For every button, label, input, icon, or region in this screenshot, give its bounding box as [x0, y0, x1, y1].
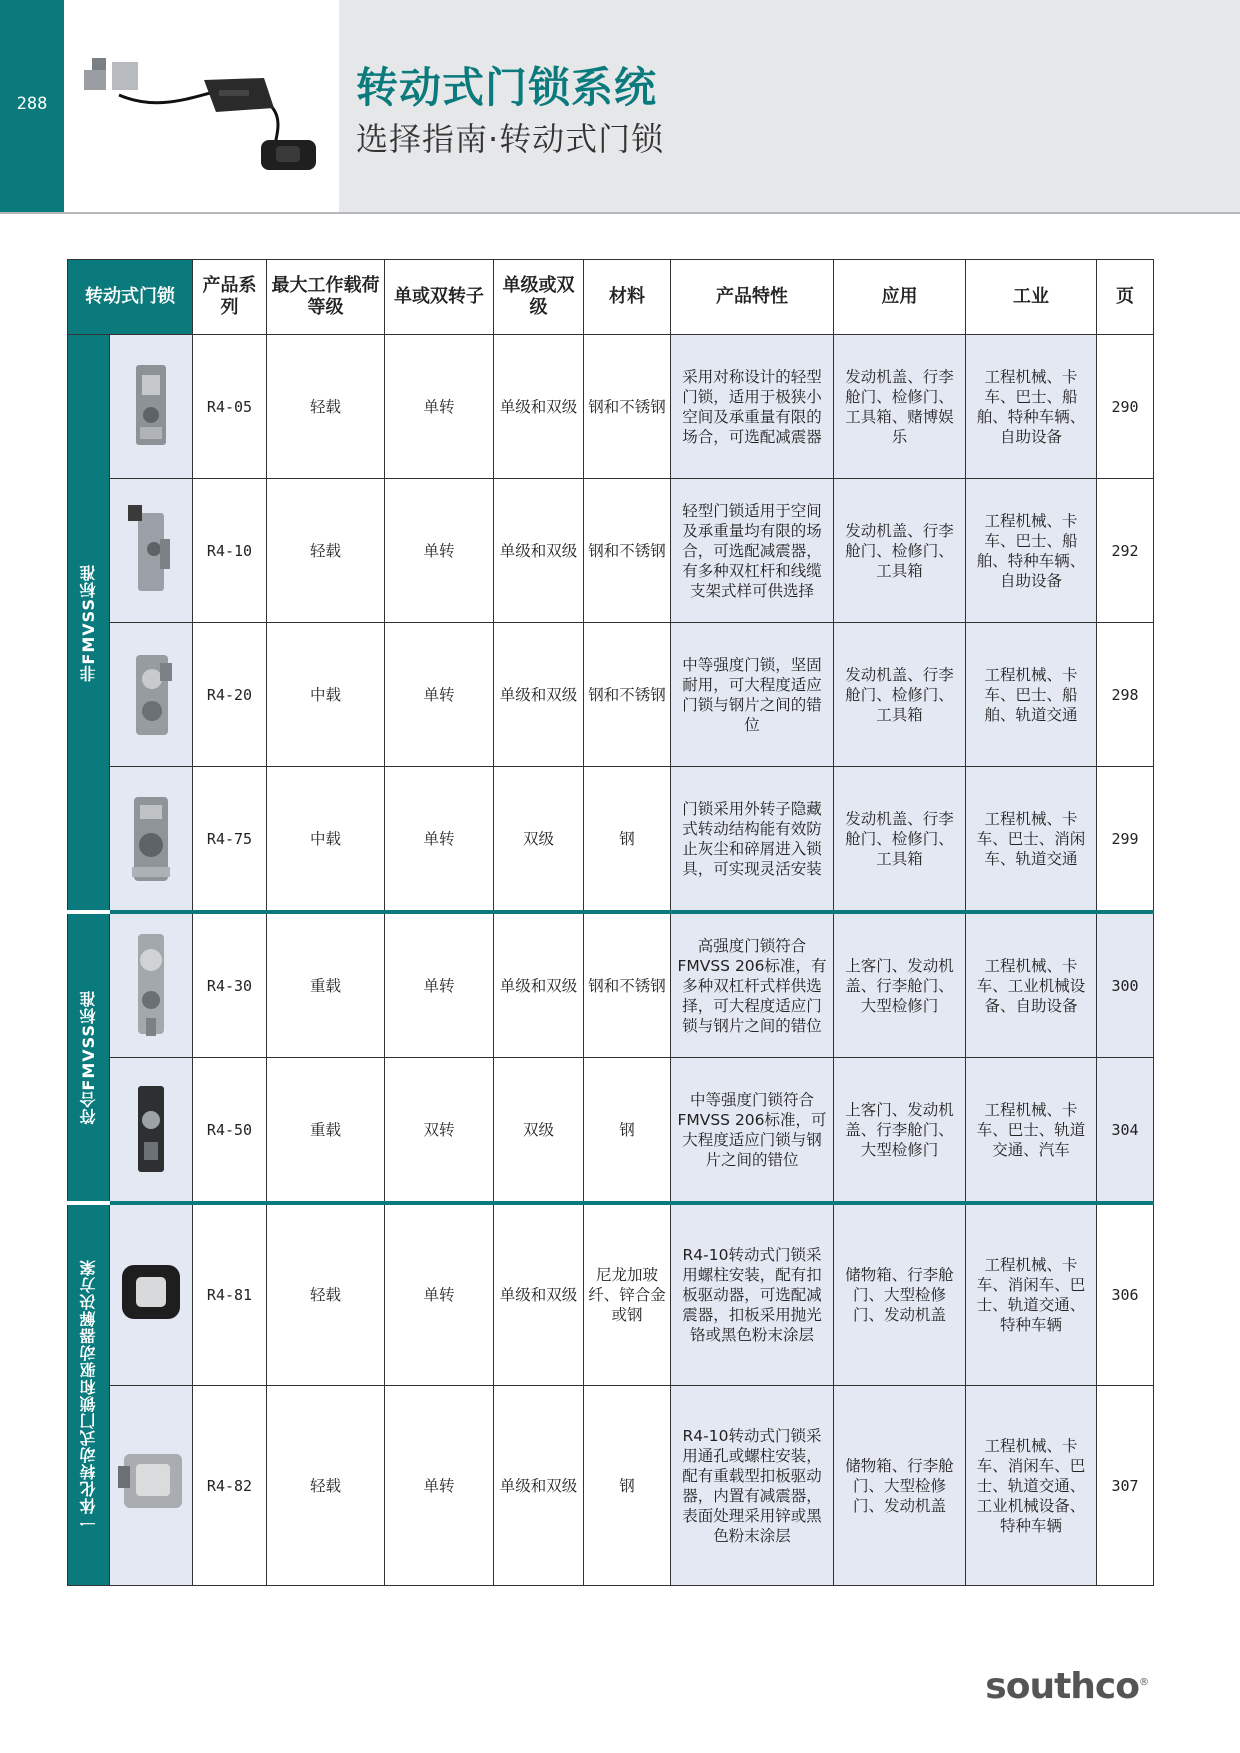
- cell-page: 306: [1097, 1203, 1154, 1386]
- cell-stage: 双级: [494, 767, 584, 913]
- cell-load: 重载: [267, 1058, 385, 1204]
- cell-stage: 单级和双级: [494, 1386, 584, 1586]
- cell-features: 中等强度门锁，坚固耐用，可大程度适应门锁与钢片之间的错位: [671, 623, 834, 767]
- cell-rotor: 单转: [385, 479, 494, 623]
- cell-industry: 工程机械、卡车、巴士、船舶、特种车辆、自助设备: [966, 335, 1097, 479]
- product-image-r4-30: [110, 912, 193, 1058]
- cell-features: R4-10转动式门锁采用螺柱安装，配有扣板驱动器，可选配减震器，扣板采用抛光铬或黑色粉末涂层: [671, 1203, 834, 1386]
- cell-application: 上客门、发动机盖、行李舱门、大型检修门: [834, 1058, 966, 1204]
- cell-page: 290: [1097, 335, 1154, 479]
- cell-industry: 工程机械、卡车、消闲车、巴士、轨道交通、特种车辆: [966, 1203, 1097, 1386]
- cell-stage: 单级和双级: [494, 479, 584, 623]
- header-corner: 转动式门锁: [68, 260, 193, 335]
- cell-features: 高强度门锁符合FMVSS 206标准，有多种双杠杆式样供选择，可大程度适应门锁与钢片之间的错位: [671, 912, 834, 1058]
- product-image-r4-05: [110, 335, 193, 479]
- cell-series: R4-81: [193, 1203, 267, 1386]
- cell-industry: 工程机械、卡车、工业机械设备、自助设备: [966, 912, 1097, 1058]
- cell-features: R4-10转动式门锁采用通孔或螺柱安装，配有重载型扣板驱动器，内置有减震器，表面处理采用锌或黑色粉末涂层: [671, 1386, 834, 1586]
- cell-load: 重载: [267, 912, 385, 1058]
- page-title: 转动式门锁系统: [356, 63, 658, 112]
- group-label-non-fmvss: 非FMVSS标准: [68, 335, 110, 913]
- cell-material: 钢和不锈钢: [584, 335, 671, 479]
- cell-page: 300: [1097, 912, 1154, 1058]
- group-label-fmvss: 符合FMVSS标准: [68, 912, 110, 1203]
- table-row: [68, 335, 1154, 479]
- header-features: 产品特性: [671, 260, 834, 335]
- cell-page: 298: [1097, 623, 1154, 767]
- cell-load: 中载: [267, 767, 385, 913]
- cell-stage: 单级和双级: [494, 1203, 584, 1386]
- page-header: [0, 0, 1240, 214]
- cell-series: R4-75: [193, 767, 267, 913]
- cell-load: 轻载: [267, 1386, 385, 1586]
- page-number: 288: [16, 94, 48, 114]
- cell-rotor: 双转: [385, 1058, 494, 1204]
- group-label-integrated: 一体化转动式门锁和驱动器解决方案: [68, 1203, 110, 1586]
- cell-series: R4-82: [193, 1386, 267, 1586]
- table-row: [68, 1058, 1154, 1204]
- product-image-r4-20: [110, 623, 193, 767]
- product-image-r4-10: [110, 479, 193, 623]
- selection-guide-table: [67, 259, 1154, 1586]
- header-industry: 工业: [966, 260, 1097, 335]
- cell-page: 292: [1097, 479, 1154, 623]
- cell-series: R4-50: [193, 1058, 267, 1204]
- cell-material: 钢: [584, 767, 671, 913]
- cell-material: 尼龙加玻纤、锌合金或钢: [584, 1203, 671, 1386]
- table-row: [68, 1386, 1154, 1586]
- cell-rotor: 单转: [385, 1386, 494, 1586]
- cell-material: 钢: [584, 1058, 671, 1204]
- cell-stage: 双级: [494, 1058, 584, 1204]
- header-product-image: [64, 0, 339, 212]
- southco-logo: southco®: [985, 1666, 1148, 1707]
- header-load: 最大工作载荷等级: [267, 260, 385, 335]
- cell-stage: 单级和双级: [494, 623, 584, 767]
- cell-industry: 工程机械、卡车、巴士、船舶、轨道交通: [966, 623, 1097, 767]
- cell-application: 储物箱、行李舱门、大型检修门、发动机盖: [834, 1386, 966, 1586]
- header-rotor: 单或双转子: [385, 260, 494, 335]
- cell-rotor: 单转: [385, 1203, 494, 1386]
- cell-material: 钢和不锈钢: [584, 623, 671, 767]
- cell-application: 发动机盖、行李舱门、检修门、工具箱: [834, 479, 966, 623]
- header-series: 产品系列: [193, 260, 267, 335]
- cell-series: R4-20: [193, 623, 267, 767]
- table-row: [68, 1203, 1154, 1386]
- cell-series: R4-30: [193, 912, 267, 1058]
- product-image-r4-82: [110, 1386, 193, 1586]
- cell-series: R4-05: [193, 335, 267, 479]
- header-page: 页: [1097, 260, 1154, 335]
- cell-rotor: 单转: [385, 335, 494, 479]
- cell-load: 轻载: [267, 1203, 385, 1386]
- cell-rotor: 单转: [385, 767, 494, 913]
- cell-stage: 单级和双级: [494, 335, 584, 479]
- cell-load: 轻载: [267, 335, 385, 479]
- cell-features: 中等强度门锁符合FMVSS 206标准，可大程度适应门锁与钢片之间的错位: [671, 1058, 834, 1204]
- cell-rotor: 单转: [385, 912, 494, 1058]
- table-row: [68, 912, 1154, 1058]
- page-subtitle: 选择指南·转动式门锁: [356, 120, 665, 158]
- cell-features: 采用对称设计的轻型门锁，适用于极狭小空间及承重量有限的场合，可选配减震器: [671, 335, 834, 479]
- table-header-row: [68, 260, 1154, 335]
- header-material: 材料: [584, 260, 671, 335]
- cell-page: 307: [1097, 1386, 1154, 1586]
- cell-industry: 工程机械、卡车、巴士、消闲车、轨道交通: [966, 767, 1097, 913]
- product-image-r4-50: [110, 1058, 193, 1204]
- cell-industry: 工程机械、卡车、消闲车、巴士、轨道交通、工业机械设备、特种车辆: [966, 1386, 1097, 1586]
- cell-application: 上客门、发动机盖、行李舱门、大型检修门: [834, 912, 966, 1058]
- table-row: [68, 767, 1154, 913]
- header-application: 应用: [834, 260, 966, 335]
- cell-application: 发动机盖、行李舱门、检修门、工具箱: [834, 623, 966, 767]
- cell-industry: 工程机械、卡车、巴士、轨道交通、汽车: [966, 1058, 1097, 1204]
- table-row: [68, 623, 1154, 767]
- product-image-r4-81: [110, 1203, 193, 1386]
- cell-application: 储物箱、行李舱门、大型检修门、发动机盖: [834, 1203, 966, 1386]
- cell-material: 钢: [584, 1386, 671, 1586]
- cell-load: 中载: [267, 623, 385, 767]
- cell-rotor: 单转: [385, 623, 494, 767]
- cell-page: 299: [1097, 767, 1154, 913]
- table-row: [68, 479, 1154, 623]
- header-stage: 单级或双级: [494, 260, 584, 335]
- cell-features: 门锁采用外转子隐藏式转动结构能有效防止灰尘和碎屑进入锁具，可实现灵活安装: [671, 767, 834, 913]
- cell-load: 轻载: [267, 479, 385, 623]
- cell-application: 发动机盖、行李舱门、检修门、工具箱、赌博娱乐: [834, 335, 966, 479]
- cell-features: 轻型门锁适用于空间及承重量均有限的场合，可选配减震器，有多种双杠杆和线缆支架式样可供选择: [671, 479, 834, 623]
- cell-industry: 工程机械、卡车、巴士、船舶、特种车辆、自助设备: [966, 479, 1097, 623]
- cell-stage: 单级和双级: [494, 912, 584, 1058]
- cell-material: 钢和不锈钢: [584, 912, 671, 1058]
- cell-series: R4-10: [193, 479, 267, 623]
- cell-application: 发动机盖、行李舱门、检修门、工具箱: [834, 767, 966, 913]
- cell-material: 钢和不锈钢: [584, 479, 671, 623]
- cell-page: 304: [1097, 1058, 1154, 1204]
- product-image-r4-75: [110, 767, 193, 913]
